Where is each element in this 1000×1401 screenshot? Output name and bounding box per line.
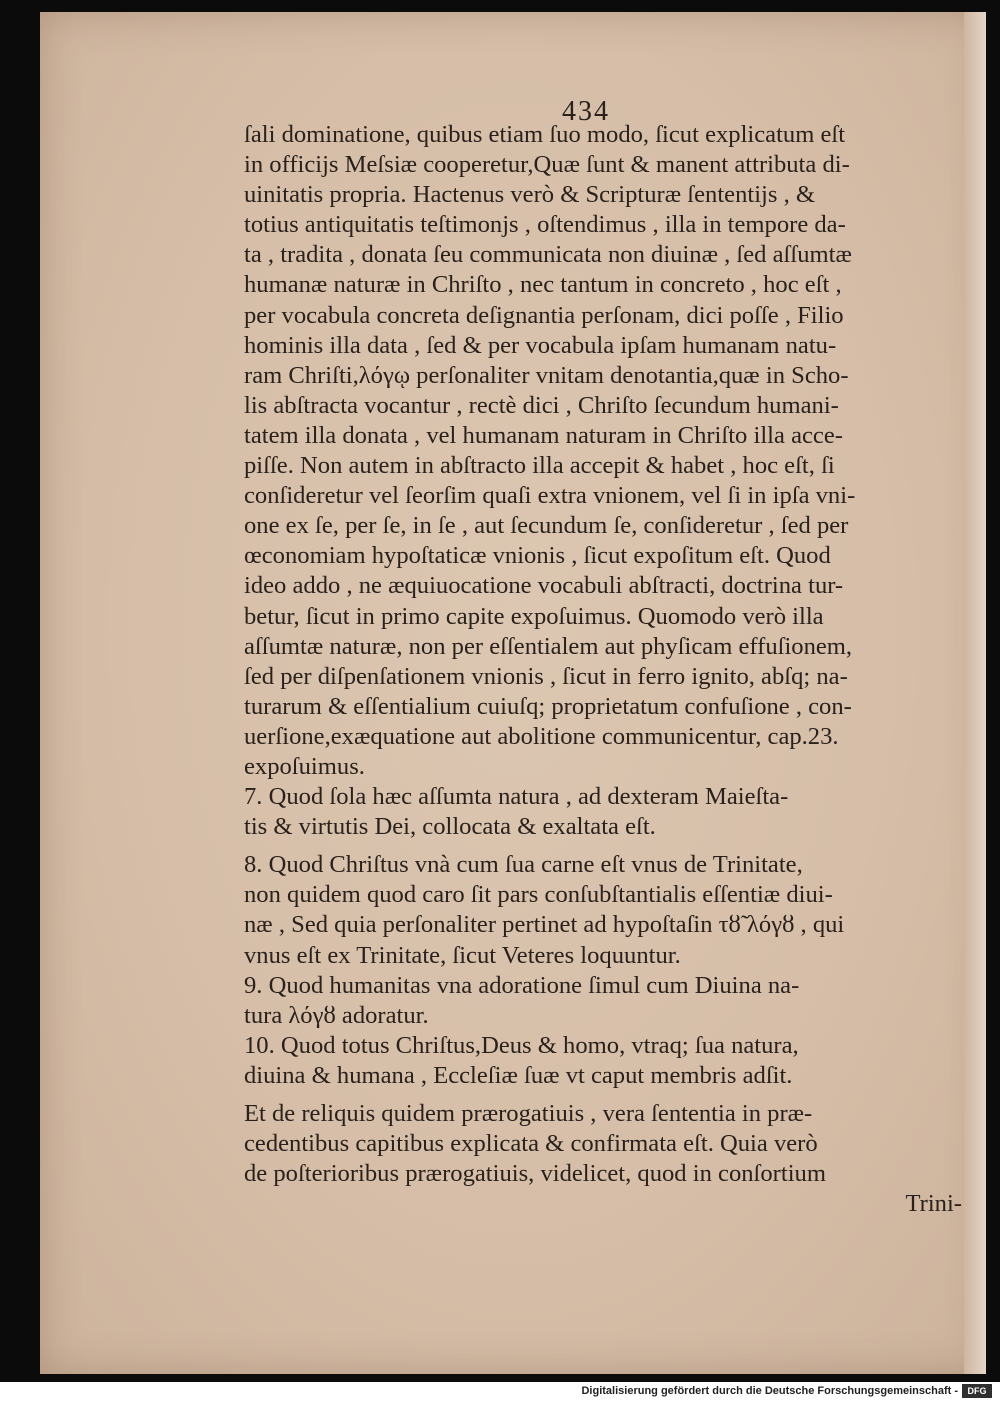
text-line: 10. Quod totus Chriſtus,Deus & homo, vtraq; ſua natura, [244,1031,799,1059]
text-line: aſſumtæ naturæ, non per eſſentialem aut phyſicam effuſionem, [244,632,853,660]
text-line: piſſe. Non autem in abſtracto illa accepit & habet , hoc eſt, ſi [244,452,835,480]
text-line: tatem illa donata , vel humanam naturam in Chriſto illa acce- [244,421,843,449]
text-line: tura λόγȣ adoratur. [244,1001,429,1029]
text-line: uerſione,exæquatione aut abolitione communicentur, cap.23. [244,722,839,750]
text-line: one ex ſe, per ſe, in ſe , aut ſecundum ſe, conſideretur , ſed per [244,512,849,540]
text-line: ideo addo , ne æquiuocatione vocabuli abſtracti, doctrina tur- [244,572,844,600]
text-line: de poſterioribus prærogatiuis, videlicet, quod in conſortium [244,1160,826,1188]
text-line: vnus eſt ex Trinitate, ſicut Veteres loquuntur. [244,941,681,969]
funding-notice: Digitalisierung gefördert durch die Deutsche Forschungsgemeinschaft - [581,1385,958,1397]
text-line: expoſuimus. [244,752,365,780]
body-text [244,120,962,1219]
text-line: tis & virtutis Dei, collocata & exaltata eſt. [244,813,656,841]
text-line: ram Chriſti,λόγῳ perſonaliter vnitam denotantia,quæ in Scho- [244,361,849,389]
text-line: Et de reliquis quidem prærogatiuis , vera ſententia in præ- [244,1100,813,1127]
page-edge [964,12,986,1374]
text-line: lis abſtracta vocantur , rectè dici , Chriſto ſecundum humani- [244,391,839,419]
item-group [244,850,962,1091]
text-line: 7. Quod ſola hæc aſſumta natura , ad dexteram Maieſta- [244,783,789,811]
text-line: per vocabula concreta deſignantia perſonam, dici poſſe , Filio [244,301,844,329]
text-line: totius antiquitatis teſtimonjs , oſtendimus , illa in tempore da- [244,211,846,239]
paragraph-main [244,120,962,782]
dfg-logo: DFG [962,1384,992,1398]
catchword: Trini- [905,1190,962,1218]
text-line: in officijs Meſsiæ cooperetur,Quæ ſunt & manent attributa di- [244,151,850,179]
text-line: hominis illa data , ſed & per vocabula ipſam humanam natu- [244,331,837,359]
text-line: 8. Quod Chriſtus vnà cum ſua carne eſt vnus de Trinitate, [244,851,803,879]
text-line: diuina & humana , Eccleſiæ ſuæ vt caput membris adſit. [244,1061,793,1089]
text-line: non quidem quod caro ſit pars conſubſtantialis eſſentiæ diui- [244,881,833,909]
footer-bar [0,1382,1000,1401]
text-line: uinitatis propria. Hactenus verò & Scripturæ ſententijs , & [244,181,816,209]
text-line: humanæ naturæ in Chriſto , nec tantum in concreto , hoc eſt , [244,271,842,299]
text-line: conſideretur vel ſeorſim quaſi extra vnionem, vel ſi in ipſa vni- [244,482,856,510]
text-line: cedentibus capitibus explicata & confirmata eſt. Quia verò [244,1130,818,1158]
page-number: 434 [562,96,610,127]
text-line: ſed per diſpenſationem vnionis , ſicut in ferro ignito, abſq; na- [244,662,848,690]
numbered-items [244,782,962,1091]
text-line: ſali dominatione, quibus etiam ſuo modo, ſicut explicatum eſt [244,121,846,148]
text-line: næ , Sed quia perſonaliter pertinet ad hypoſtaſin τȣ̃ λόγȣ , qui [244,911,845,939]
paragraph-closing [244,1091,962,1189]
text-line: 9. Quod humanitas vna adoratione ſimul cum Diuina na- [244,971,800,999]
item-group [244,782,962,842]
text-line: betur, ſicut in primo capite expoſuimus. Quomodo verò illa [244,602,824,630]
text-line: ta , tradita , donata ſeu communicata non diuinæ , ſed aſſumtæ [244,241,852,269]
text-line: turarum & eſſentialium cuiuſq; proprietatum confuſione , con- [244,692,852,720]
text-line: œconomiam hypoſtaticæ vnionis , ſicut expoſitum eſt. Quod [244,542,831,570]
